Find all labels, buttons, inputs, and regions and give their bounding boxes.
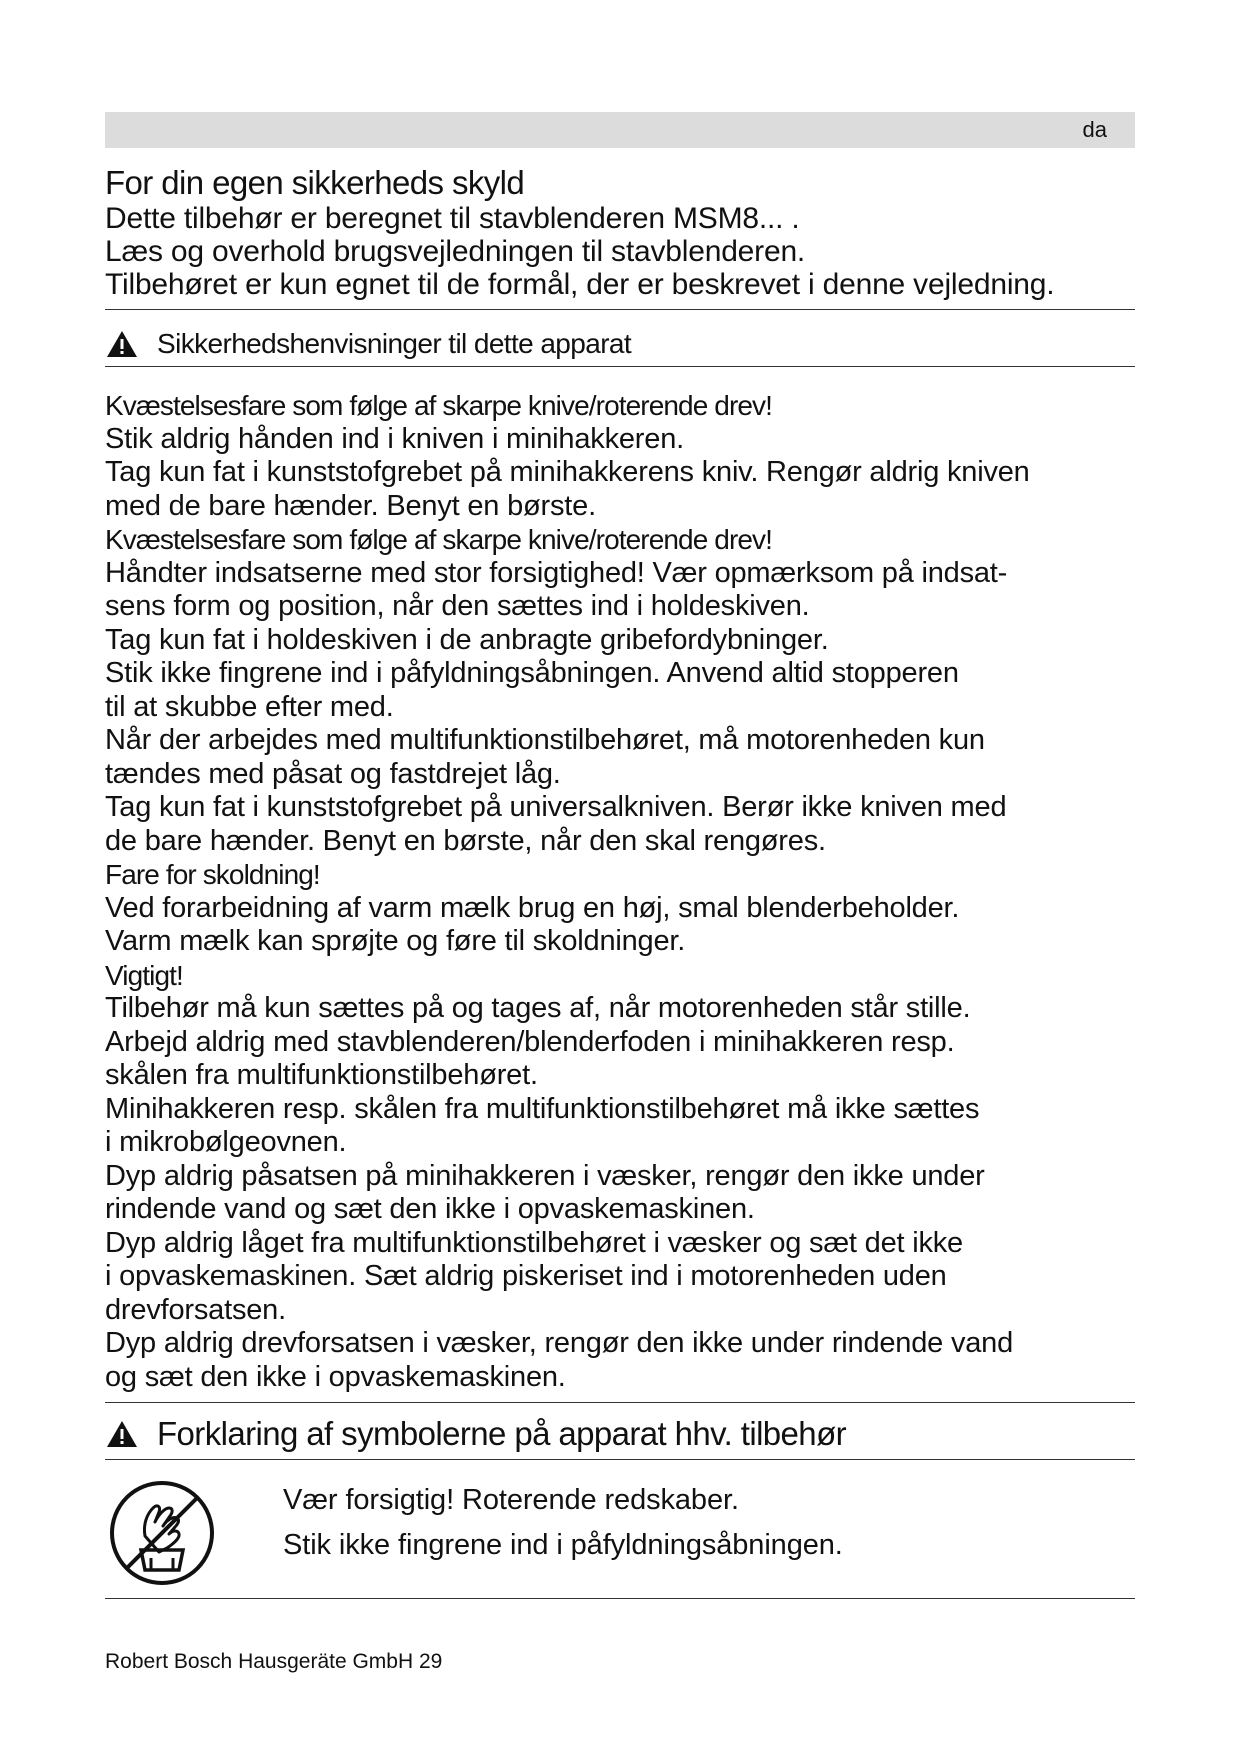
instruction-line: skålen fra multifunktionstilbehøret. [105,1059,538,1091]
instruction-line: Dyp aldrig låget fra multifunktionstilbehøret i væsker og sæt det ikke [105,1226,963,1259]
page [105,112,1135,1599]
instruction-line: Tag kun fat i holdeskiven i de anbragte gribefordybninger. [105,623,829,656]
instruction-line: i opvaskemaskinen. Sæt aldrig piskeriset ind i motorenheden uden [105,1260,947,1292]
instruction-line: Ved forarbeidning af varm mælk brug en høj, smal blenderbeholder. [105,891,960,924]
symbol-text [283,1478,843,1568]
instruction-line: Dyp aldrig påsatsen på minihakkeren i væsker, rengør den ikke under [105,1159,985,1192]
divider [105,1459,1135,1460]
instruction-line: Stik aldrig hånden ind i kniven i minihakkeren. [105,422,684,455]
safety-instructions [105,389,1135,1394]
instruction-line: tændes med påsat og fastdrejet låg. [105,757,561,790]
instruction-line: Tilbehør må kun sættes på og tages af, når motorenheden står stille. [105,992,971,1024]
intro-line: Dette tilbehør er beregnet til stavblenderen MSM8... . [105,202,800,235]
instruction-line: i mikrobølgeovnen. [105,1126,347,1158]
language-code: da [1082,117,1107,142]
section-heading-symbols [105,1415,1135,1453]
instruction-line: og sæt den ikke i opvaskemaskinen. [105,1360,566,1393]
warning-subheading: Kvæstelsesfare som følge af skarpe knive/roterende drev! [105,390,773,421]
symbol-line: Vær forsigtig! Roterende redskaber. [283,1484,739,1516]
divider [105,1402,1135,1403]
instruction-line: sens form og position, når den sættes ind i holdeskiven. [105,590,810,622]
section-heading-text: Forklaring af symbolerne på apparat hhv. tilbehør [157,1415,847,1452]
page-footer: Robert Bosch Hausgeräte GmbH 29 [105,1650,443,1673]
instruction-line: de bare hænder. Benyt en børste, når den skal rengøres. [105,824,826,857]
intro-line: Tilbehøret er kun egnet til de formål, der er beskrevet i denne vejledning. [105,268,1055,301]
instruction-line: Arbejd aldrig med stavblenderen/blenderfoden i minihakkeren resp. [105,1025,955,1058]
section-heading-text: Sikkerhedshenvisninger til dette apparat [157,328,632,359]
instruction-line: Tag kun fat i kunststofgrebet på universalkniven. Berør ikke kniven med [105,791,1007,823]
intro [105,202,1135,301]
symbol-line: Stik ikke fingrene ind i påfyldningsåbningen. [283,1529,843,1561]
instruction-line: med de bare hænder. Benyt en børste. [105,489,596,522]
section-heading-safety [105,328,1135,360]
instruction-line: drevforsatsen. [105,1293,286,1326]
page-title: For din egen sikkerheds skyld [105,164,525,201]
instruction-line: Tag kun fat i kunststofgrebet på minihakkerens kniv. Rengør aldrig kniven [105,456,1030,488]
symbol-explanation [105,1478,1135,1590]
instruction-line: til at skubbe efter med. [105,690,394,723]
instruction-line: Stik ikke fingrene ind i påfyldningsåbningen. Anvend altid stopperen [105,657,959,689]
warning-triangle-icon [105,1419,139,1449]
warning-subheading: Fare for skoldning! [105,859,320,890]
warning-subheading: Vigtigt! [105,959,183,991]
divider [105,366,1135,367]
instruction-line: Når der arbejdes med multifunktionstilbehøret, må motorenheden kun [105,724,985,756]
instruction-line: Dyp aldrig drevforsatsen i væsker, rengør den ikke under rindende vand [105,1327,1014,1359]
divider [105,1598,1135,1599]
warning-subheading: Kvæstelsesfare som følge af skarpe knive/roterende drev! [105,524,773,555]
no-hand-in-opening-icon [107,1478,217,1588]
instruction-line: rindende vand og sæt den ikke i opvaskemaskinen. [105,1193,755,1225]
divider [105,309,1135,310]
instruction-line: Varm mælk kan sprøjte og føre til skoldninger. [105,925,686,957]
instruction-line: Håndter indsatserne med stor forsigtighed! Vær opmærksom på indsat- [105,556,1008,589]
instruction-line: Minihakkeren resp. skålen fra multifunktionstilbehøret må ikke sættes [105,1092,980,1125]
language-bar [105,112,1135,148]
warning-triangle-icon [105,329,139,359]
intro-line: Læs og overhold brugsvejledningen til stavblenderen. [105,235,806,268]
